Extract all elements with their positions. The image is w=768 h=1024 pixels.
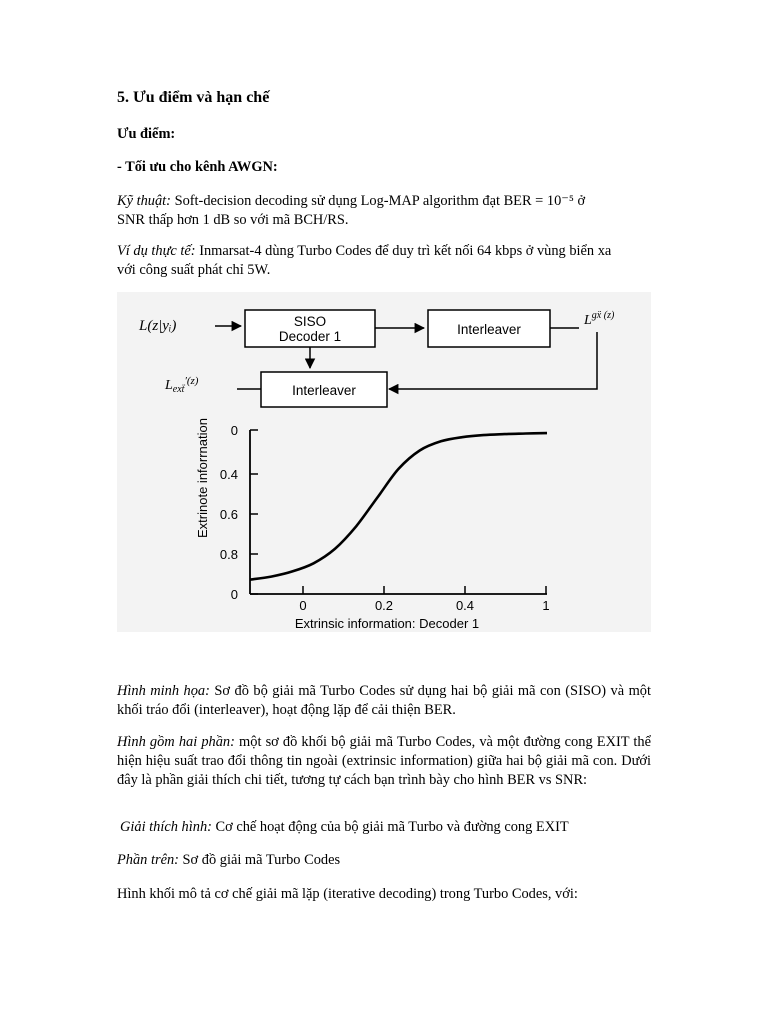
exit-curve: [250, 433, 547, 579]
interleaver-bottom-label: Interleaver: [292, 383, 356, 398]
siso-label-line2: Decoder 1: [278, 329, 342, 344]
explain-text: Cơ chế hoạt động của bộ giải mã Turbo và đường cong EXIT: [211, 819, 569, 835]
two-parts-text: một sơ đồ khối bộ giải mã Turbo Codes, và một đường cong EXIT thể hiện hiệu suất trao đổi thông tin ngoài (extrinsic information) giữa hai bộ giải mã con. Dưới đây là phần giải thích chi tiết, tương tự cách bạn trình bày cho hình BER vs SNR:: [117, 734, 651, 788]
interleaver-top-label: Interleaver: [457, 322, 521, 337]
x-axis-label: Extrinsic information: Decoder 1: [294, 616, 480, 631]
explain-paragraph: [120, 818, 654, 837]
technique-text-2: SNR thấp hơn 1 dB so với mã BCH/RS.: [117, 212, 349, 228]
advantages-label: Ưu điểm:: [117, 126, 176, 142]
y-tick-label: 0.8: [219, 547, 238, 562]
two-parts-label: Hình gồm hai phần:: [117, 734, 235, 750]
technique-text-1: Soft-decision decoding sử dụng Log-MAP algorithm đạt BER = 10⁻⁵ ở: [170, 193, 586, 209]
explain-label: Giải thích hình:: [120, 819, 212, 835]
example-paragraph: [117, 242, 651, 280]
section-title: 5. Ưu điểm và hạn chế: [117, 89, 270, 106]
awgn-heading: - Tối ưu cho kênh AWGN:: [117, 159, 278, 175]
x-tick-label: 0.2: [374, 598, 394, 613]
upper-text: Sơ đồ giải mã Turbo Codes: [178, 852, 341, 868]
right-label: $L^{gẍ (z)}$: [584, 310, 615, 328]
illustration-label: Hình minh họa:: [117, 683, 210, 699]
figure-svg: [117, 292, 651, 632]
siso-label-line1: SISO: [293, 314, 327, 329]
upper-label: Phần trên:: [117, 852, 179, 868]
x-tick-label: 0.4: [455, 598, 475, 613]
exit-chart: [195, 418, 550, 631]
left-label: $L_{exẗ}^{'(z)}$: [165, 375, 199, 395]
example-label: Ví dụ thực tế:: [117, 243, 196, 259]
two-parts-paragraph: [117, 733, 651, 790]
y-tick-label: 0.4: [219, 467, 238, 482]
y-tick-label: 0.6: [219, 507, 238, 522]
block-description: Hình khối mô tả cơ chế giải mã lặp (iterative decoding) trong Turbo Codes, với:: [117, 886, 578, 902]
x-tick-label: 1: [542, 598, 550, 613]
turbo-decoder-figure: [117, 292, 651, 632]
y-tick-label: 0: [230, 423, 238, 438]
technique-paragraph: [117, 192, 651, 230]
technique-label: Kỹ thuật:: [117, 193, 171, 209]
example-text-1: Inmarsat-4 dùng Turbo Codes để duy trì kết nối 64 kbps ở vùng biển xa: [195, 243, 612, 259]
x-tick-label: 0: [299, 598, 307, 613]
y-axis-label: Extrinote inforrnation: [195, 418, 210, 538]
y-tick-label: 0: [230, 587, 238, 602]
input-label: L(z|yᵢ): [139, 318, 177, 334]
upper-paragraph: [117, 851, 651, 870]
example-text-2: với công suất phát chỉ 5W.: [117, 262, 271, 278]
illustration-text: Sơ đồ bộ giải mã Turbo Codes sử dụng hai bộ giải mã con (SISO) và một khối tráo đổi (interleaver), hoạt động lặp để cải thiện BER.: [117, 683, 651, 718]
illustration-paragraph: [117, 682, 651, 720]
